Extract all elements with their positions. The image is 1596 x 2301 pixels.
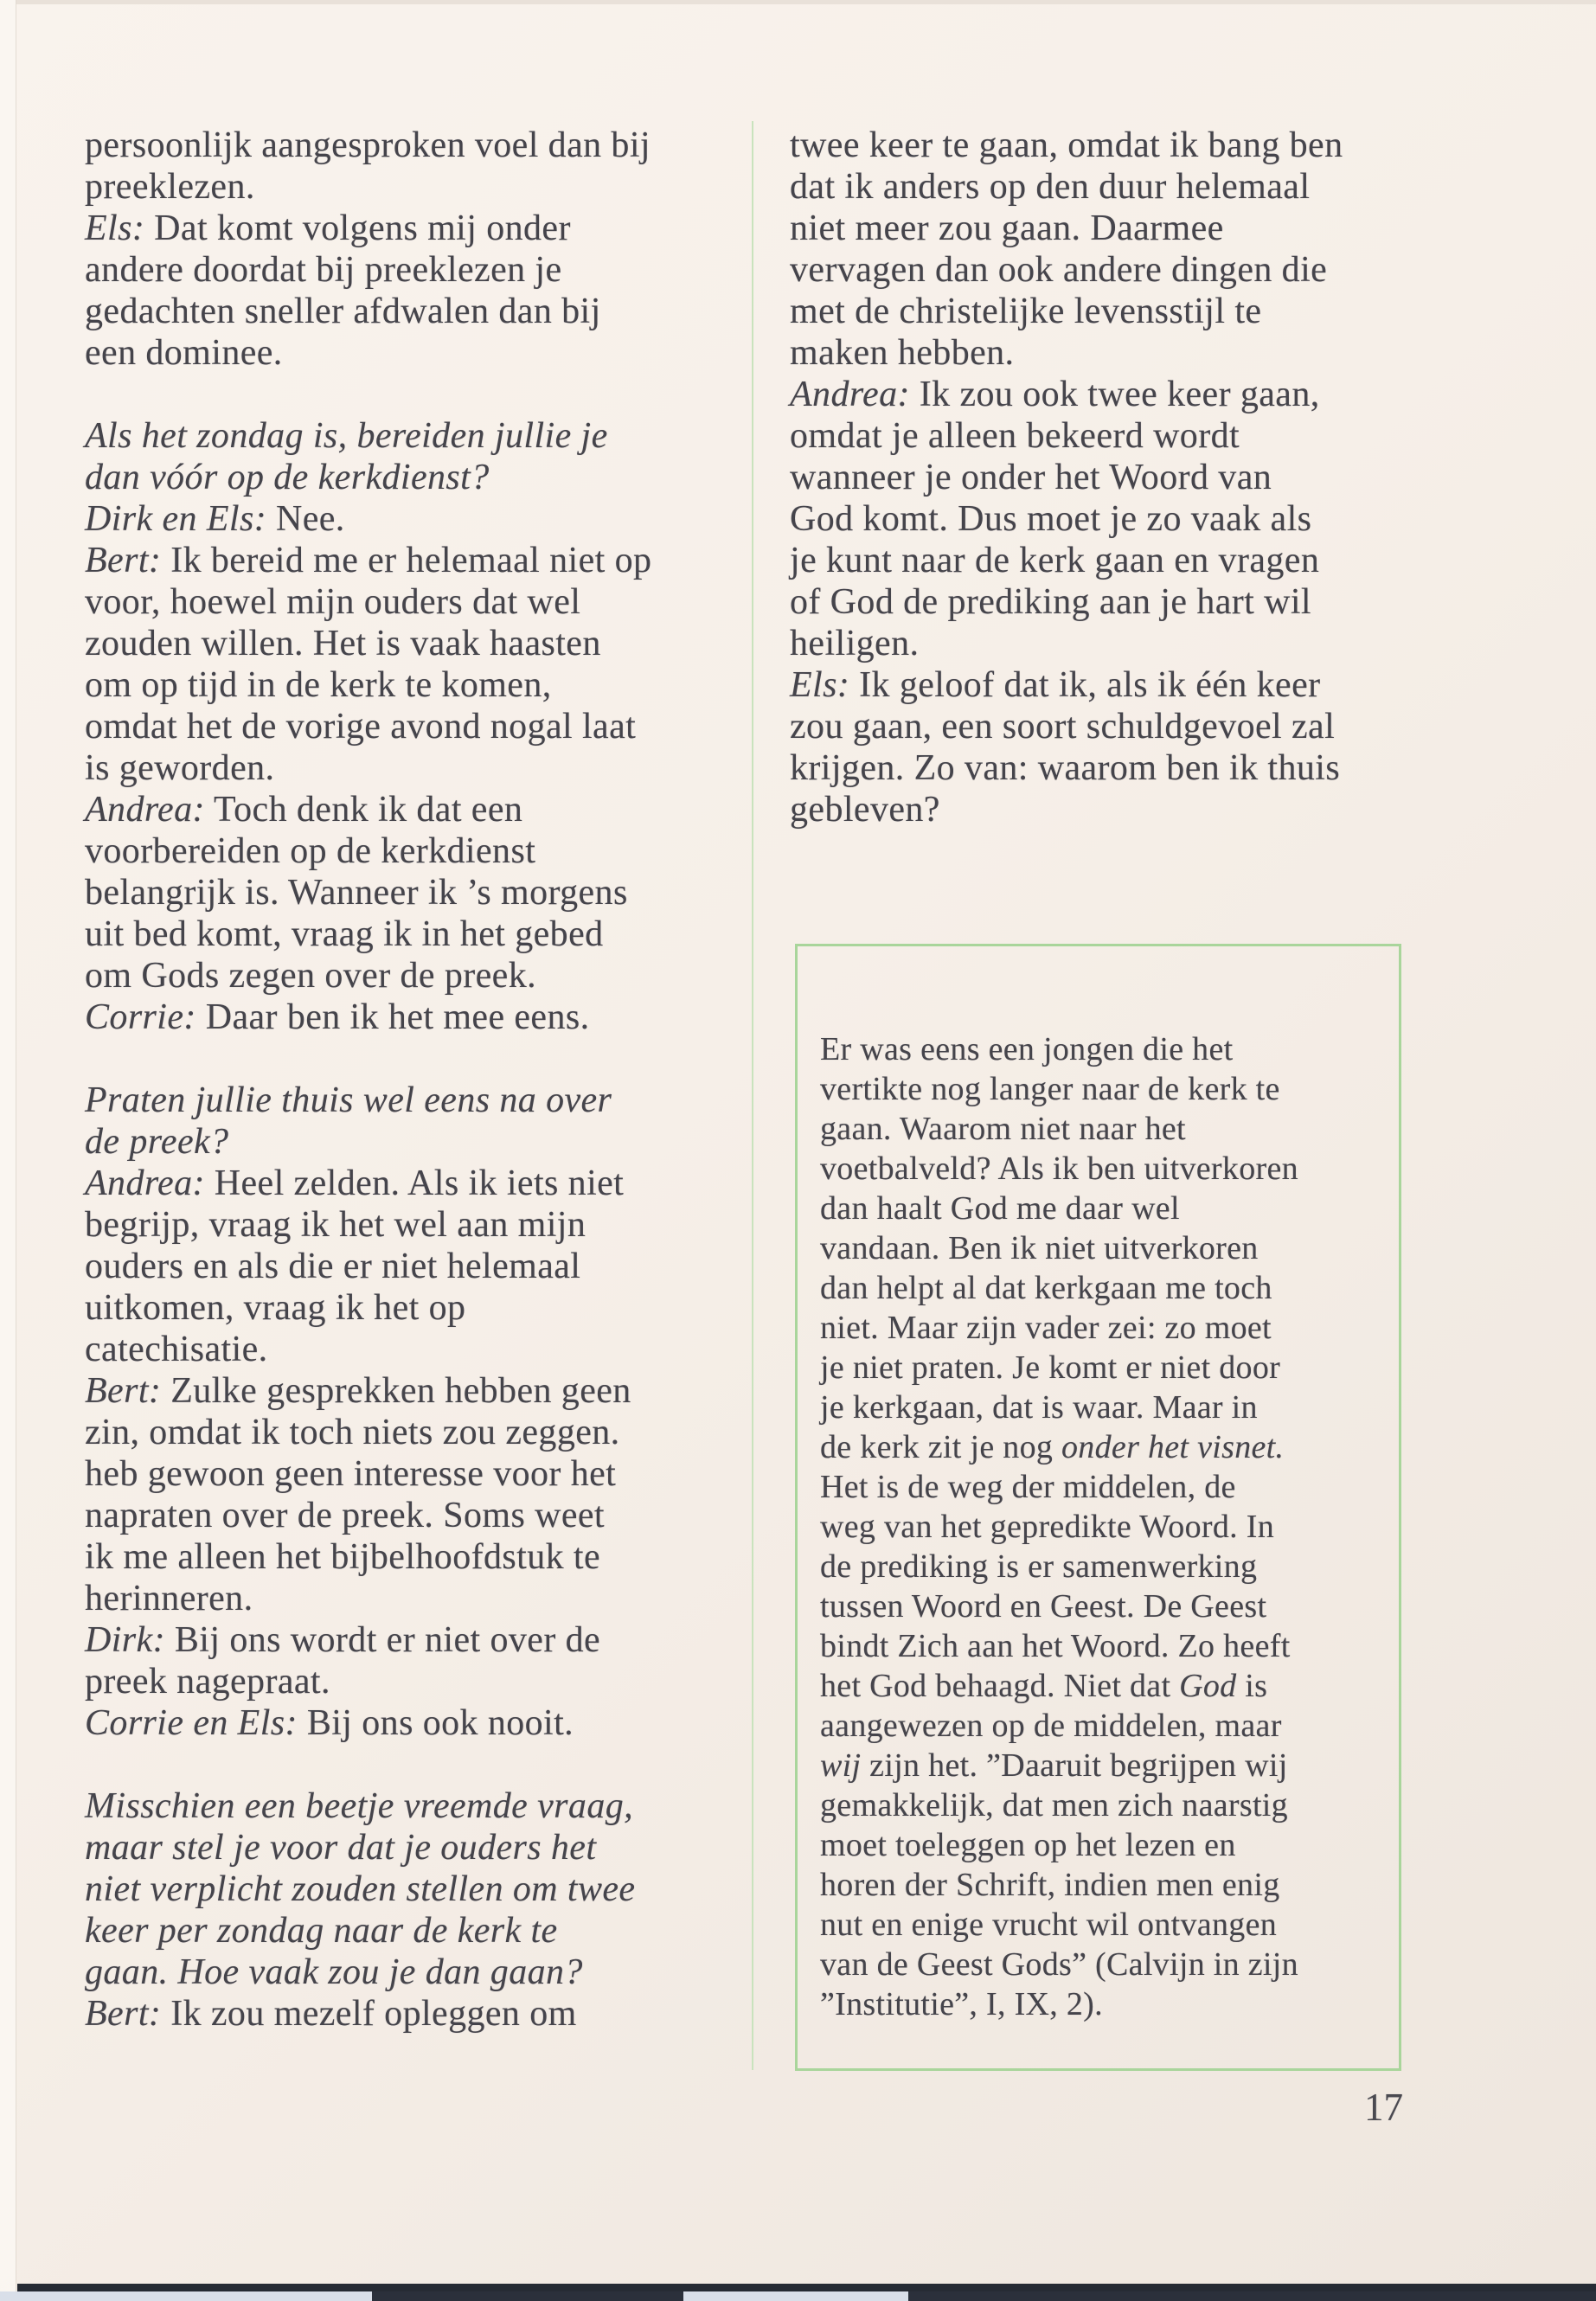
text-segment: bindt Zich aan het Woord. Zo heeft (820, 1628, 1291, 1664)
italic-text-segment: de preek? (85, 1122, 229, 1162)
text-line (85, 623, 777, 664)
text-segment: vandaan. Ben ik niet uitverkoren (820, 1230, 1259, 1266)
text-line (820, 1388, 1399, 1427)
text-line (820, 1029, 1399, 1069)
text-segment: van de Geest Gods” (Calvijn in zijn (820, 1946, 1298, 1983)
text-segment: een dominee. (85, 333, 283, 373)
text-segment: wanneer je onder het Woord van (790, 458, 1272, 497)
text-line (85, 457, 777, 498)
text-line (820, 1984, 1399, 2024)
text-segment: horen der Schrift, indien men enig (820, 1867, 1280, 1903)
italic-text-segment: Misschien een beetje vreemde vraag, (85, 1786, 634, 1826)
text-segment: omdat het de vorige avond nogal laat (85, 707, 637, 747)
text-line (790, 208, 1413, 249)
text-line (85, 208, 777, 249)
text-segment: je niet praten. Je komt er niet door (820, 1349, 1281, 1386)
text-segment: Het is de weg der middelen, de (820, 1469, 1236, 1505)
text-line (85, 1578, 777, 1619)
text-line (820, 1746, 1399, 1785)
text-segment: je kunt naar de kerk gaan en vragen (790, 541, 1320, 580)
text-line (85, 789, 777, 830)
text-line (85, 1619, 777, 1661)
text-segment: ouders en als die er niet helemaal (85, 1247, 581, 1286)
text-line (790, 789, 1413, 830)
text-segment: ”Institutie”, I, IX, 2). (820, 1986, 1103, 2022)
text-line (85, 415, 777, 457)
text-segment: preeklezen. (85, 167, 255, 207)
text-line (85, 166, 777, 208)
text-segment: is geworden. (85, 748, 275, 788)
text-line (85, 1204, 777, 1246)
text-segment: zin, omdat ik toch niets zou zeggen. (85, 1413, 620, 1452)
text-line (790, 166, 1413, 208)
text-segment: tussen Woord en Geest. De Geest (820, 1588, 1267, 1625)
blank-line (85, 1038, 777, 1080)
text-segment: andere doordat bij preeklezen je (85, 250, 562, 290)
text-line (820, 1228, 1399, 1268)
text-segment: Ik zou ook twee keer gaan, (909, 375, 1320, 414)
text-line (820, 1547, 1399, 1586)
italic-text-segment: Dirk: (85, 1620, 165, 1660)
text-line (820, 1149, 1399, 1189)
text-line (85, 1370, 777, 1412)
text-line (790, 623, 1413, 664)
scan-bottom-edge-strip (0, 2291, 1596, 2301)
text-line (85, 1827, 777, 1868)
text-line (85, 1412, 777, 1453)
text-line (820, 1825, 1399, 1865)
text-segment: het God behaagd. Niet dat (820, 1668, 1180, 1704)
text-segment: Zulke gesprekken hebben geen (161, 1371, 631, 1411)
text-segment: met de christelijke levensstijl te (790, 292, 1262, 331)
text-line (820, 1427, 1399, 1467)
text-line (790, 664, 1413, 706)
text-segment: of God de prediking aan je hart wil (790, 582, 1311, 622)
text-segment: begrijp, vraag ik het wel aan mijn (85, 1205, 586, 1245)
text-segment: napraten over de preek. Soms weet (85, 1496, 605, 1535)
text-line (85, 997, 777, 1038)
text-segment: Bij ons ook nooit. (297, 1703, 574, 1743)
italic-text-segment: Corrie: (85, 997, 196, 1037)
italic-text-segment: wij (820, 1747, 862, 1784)
text-line (820, 1905, 1399, 1945)
text-line (820, 1865, 1399, 1905)
text-segment: Ik geloof dat ik, als ik één keer (849, 665, 1321, 705)
text-segment: uitkomen, vraag ik het op (85, 1288, 466, 1328)
text-line (790, 706, 1413, 747)
text-line (85, 706, 777, 747)
italic-text-segment: Bert: (85, 1371, 162, 1411)
text-segment: weg van het gepredikte Woord. In (820, 1509, 1275, 1545)
text-segment: gedachten sneller afdwalen dan bij (85, 292, 601, 331)
text-segment: heb gewoon geen interesse voor het (85, 1454, 617, 1494)
text-line (85, 1163, 777, 1204)
scan-top-edge (0, 0, 1596, 4)
text-line (790, 125, 1413, 166)
text-segment: om op tijd in de kerk te komen, (85, 665, 552, 705)
text-line (85, 332, 777, 374)
text-line (790, 581, 1413, 623)
text-line (820, 1626, 1399, 1666)
text-segment: belangrijk is. Wanneer ik ’s morgens (85, 873, 628, 913)
blank-line (85, 1744, 777, 1785)
text-line (820, 1109, 1399, 1149)
text-line (790, 415, 1413, 457)
text-line (85, 1952, 777, 1993)
text-line (85, 1702, 777, 1744)
text-segment: de prediking is er samenwerking (820, 1548, 1258, 1585)
italic-text-segment: maar stel je voor dat je ouders het (85, 1828, 597, 1868)
italic-text-segment: Bert: (85, 1994, 162, 2034)
text-line (85, 1246, 777, 1287)
text-line (85, 872, 777, 913)
text-line (820, 1507, 1399, 1547)
italic-text-segment: Els: (790, 665, 850, 705)
text-line (820, 1945, 1399, 1984)
text-line (85, 1495, 777, 1536)
text-segment: zou gaan, een soort schuldgevoel zal (790, 707, 1336, 747)
text-line (790, 332, 1413, 374)
text-line (820, 1666, 1399, 1706)
text-line (85, 1121, 777, 1163)
text-line (85, 1329, 777, 1370)
blank-line (85, 374, 777, 415)
text-line (820, 1069, 1399, 1109)
text-segment: zouden willen. Het is vaak haasten (85, 624, 601, 663)
text-segment: om Gods zegen over de preek. (85, 956, 537, 996)
text-segment: Daar ben ik het mee eens. (195, 997, 590, 1037)
text-segment: je kerkgaan, dat is waar. Maar in (820, 1389, 1258, 1426)
text-segment: niet meer zou gaan. Daarmee (790, 208, 1224, 248)
right-column (790, 125, 1413, 830)
text-line (820, 1189, 1399, 1228)
quote-box (795, 944, 1401, 2071)
text-line (85, 913, 777, 955)
text-line (820, 1706, 1399, 1746)
scan-bottom-edge-segment (372, 2291, 683, 2301)
italic-text-segment: Andrea: (85, 790, 205, 830)
text-segment: Ik zou mezelf opleggen om (161, 1994, 577, 2034)
text-line (85, 1661, 777, 1702)
text-segment: gebleven? (790, 790, 940, 830)
text-line (820, 1308, 1399, 1348)
text-line (85, 581, 777, 623)
text-line (790, 540, 1413, 581)
text-segment: Er was eens een jongen die het (820, 1031, 1234, 1067)
text-line (85, 1453, 777, 1495)
text-segment: dat ik anders op den duur helemaal (790, 167, 1311, 207)
text-segment: gemakkelijk, dat men zich naarstig (820, 1787, 1288, 1823)
text-segment: vervagen dan ook andere dingen die (790, 250, 1328, 290)
text-segment: aangewezen op de middelen, maar (820, 1708, 1282, 1744)
text-segment: voetbalveld? Als ik ben uitverkoren (820, 1150, 1298, 1187)
text-line (85, 1993, 777, 2035)
text-segment: preek nagepraat. (85, 1662, 330, 1702)
scan-bottom-edge-segment (908, 2291, 1596, 2301)
text-line (85, 955, 777, 997)
text-segment: Nee. (266, 499, 345, 539)
italic-text-segment: niet verplicht zouden stellen om twee (85, 1869, 636, 1909)
text-segment: persoonlijk aangesproken voel dan bij (85, 125, 651, 165)
text-segment: herinneren. (85, 1579, 253, 1618)
text-line (85, 747, 777, 789)
text-segment: gaan. Waarom niet naar het (820, 1111, 1186, 1147)
italic-text-segment: Andrea: (790, 375, 910, 414)
italic-text-segment: Andrea: (85, 1163, 205, 1203)
text-segment: ik me alleen het bijbelhoofdstuk te (85, 1537, 601, 1577)
text-line (85, 498, 777, 540)
italic-text-segment: keer per zondag naar de kerk te (85, 1911, 558, 1951)
text-segment: God komt. Dus moet je zo vaak als (790, 499, 1312, 539)
text-line (790, 374, 1413, 415)
text-segment: dan haalt God me daar wel (820, 1190, 1180, 1227)
text-line (790, 291, 1413, 332)
text-line (85, 1536, 777, 1578)
text-line (85, 664, 777, 706)
text-line (85, 1910, 777, 1952)
text-segment: catechisatie. (85, 1330, 268, 1369)
italic-text-segment: onder het visnet. (1061, 1429, 1285, 1465)
text-segment: maken hebben. (790, 333, 1015, 373)
text-segment: de kerk zit je nog (820, 1429, 1061, 1465)
scan-bottom-edge-line (17, 2284, 1596, 2291)
italic-text-segment: Bert: (85, 541, 162, 580)
text-segment: Toch denk ik dat een (204, 790, 523, 830)
text-segment: moet toeleggen op het lezen en (820, 1827, 1236, 1863)
quote-box-text (820, 1029, 1399, 2024)
text-line (820, 1348, 1399, 1388)
text-segment: krijgen. Zo van: waarom ben ik thuis (790, 748, 1341, 788)
text-line (85, 291, 777, 332)
italic-text-segment: Dirk en Els: (85, 499, 267, 539)
text-segment: voorbereiden op de kerkdienst (85, 831, 536, 871)
italic-text-segment: Els: (85, 208, 145, 248)
italic-text-segment: God (1179, 1668, 1237, 1704)
text-line (85, 1785, 777, 1827)
italic-text-segment: Corrie en Els: (85, 1703, 298, 1743)
text-segment: voor, hoewel mijn ouders dat wel (85, 582, 581, 622)
text-segment: niet. Maar zijn vader zei: zo moet (820, 1310, 1272, 1346)
text-line (85, 1080, 777, 1121)
text-line (820, 1586, 1399, 1626)
text-segment: dan helpt al dat kerkgaan me toch (820, 1270, 1272, 1306)
left-column (85, 125, 777, 2035)
italic-text-segment: Als het zondag is, bereiden jullie je (85, 416, 608, 456)
text-line (85, 540, 777, 581)
page-number: 17 (1364, 2086, 1403, 2129)
text-line (790, 498, 1413, 540)
text-line (85, 830, 777, 872)
italic-text-segment: gaan. Hoe vaak zou je dan gaan? (85, 1952, 583, 1992)
text-segment: uit bed komt, vraag ik in het gebed (85, 914, 604, 954)
text-segment: zijn het. ”Daaruit begrijpen wij (861, 1747, 1288, 1784)
text-line (85, 1287, 777, 1329)
text-line (790, 457, 1413, 498)
text-line (790, 249, 1413, 291)
text-segment: heiligen. (790, 624, 920, 663)
text-line (820, 1785, 1399, 1825)
scan-left-edge (0, 0, 16, 2301)
text-line (85, 249, 777, 291)
text-segment: twee keer te gaan, omdat ik bang ben (790, 125, 1343, 165)
italic-text-segment: Praten jullie thuis wel eens na over (85, 1080, 612, 1120)
text-segment: Dat komt volgens mij onder (144, 208, 571, 248)
text-line (820, 1268, 1399, 1308)
text-segment: Ik bereid me er helemaal niet op (161, 541, 652, 580)
text-line (85, 125, 777, 166)
text-segment: nut en enige vrucht wil ontvangen (820, 1907, 1278, 1943)
text-segment: Heel zelden. Als ik iets niet (204, 1163, 625, 1203)
italic-text-segment: dan vóór op de kerkdienst? (85, 458, 490, 497)
text-line (820, 1467, 1399, 1507)
text-line (790, 747, 1413, 789)
text-segment: Bij ons wordt er niet over de (164, 1620, 601, 1660)
text-segment: vertikte nog langer naar de kerk te (820, 1071, 1280, 1107)
text-segment: is (1236, 1668, 1268, 1704)
text-line (85, 1868, 777, 1910)
text-segment: omdat je alleen bekeerd wordt (790, 416, 1240, 456)
